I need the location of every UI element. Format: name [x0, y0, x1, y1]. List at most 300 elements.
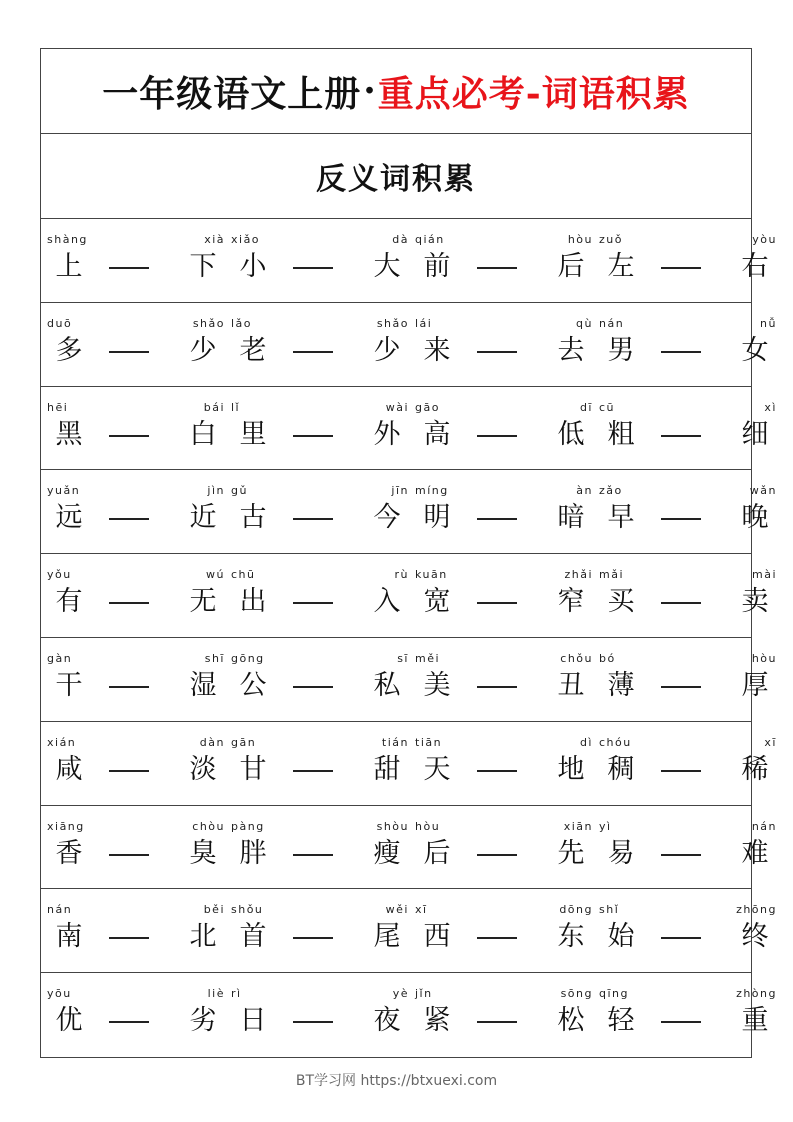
hanzi-character: 黑 [55, 418, 83, 450]
pinyin-label: jīn [391, 484, 409, 498]
hanzi-character: 优 [55, 1005, 83, 1037]
antonym-pair [415, 889, 593, 972]
hanzi-character: 南 [55, 921, 83, 953]
subtitle-row [41, 134, 751, 219]
pinyin-label: sī [397, 651, 409, 665]
antonym-pair [415, 806, 593, 889]
antonym-pair [47, 889, 225, 972]
word-left [599, 889, 643, 972]
hanzi-character: 下 [189, 251, 217, 282]
dash-separator [109, 770, 149, 772]
word-left [47, 554, 91, 637]
antonym-row [41, 387, 777, 471]
word-left [599, 219, 643, 302]
antonym-pair [47, 470, 225, 553]
word-left [231, 470, 275, 553]
pinyin-label: xī [764, 735, 777, 749]
antonym-pair [231, 219, 409, 302]
hanzi-character: 窄 [557, 586, 585, 618]
word-left [231, 303, 275, 386]
pinyin-label: tiān [415, 735, 443, 749]
word-right [549, 387, 593, 470]
word-right [365, 387, 409, 470]
word-right [733, 889, 777, 972]
hanzi-character: 先 [557, 837, 585, 869]
dash-separator [293, 770, 333, 772]
word-right [181, 638, 225, 721]
word-right [549, 889, 593, 972]
hanzi-character: 厚 [741, 669, 769, 701]
word-right [733, 638, 777, 721]
pinyin-label: mǎi [599, 568, 625, 582]
pinyin-label: hòu [415, 819, 441, 833]
hanzi-character: 美 [423, 669, 451, 701]
pinyin-label: shǐ [599, 903, 620, 917]
antonym-pair [599, 722, 777, 805]
antonym-pair [47, 387, 225, 470]
word-left [47, 219, 91, 302]
dash-separator [661, 518, 701, 520]
word-left [231, 889, 275, 972]
antonym-pair [599, 554, 777, 637]
word-left [599, 303, 643, 386]
pinyin-label: hòu [751, 651, 777, 665]
pinyin-label: jǐn [415, 987, 433, 1001]
pinyin-label: gāo [415, 400, 440, 414]
word-left [231, 219, 275, 302]
pinyin-label: zǎo [599, 484, 623, 498]
page-title-red: 重点必考-词语积累 [377, 72, 690, 115]
antonym-pair [415, 554, 593, 637]
antonym-pair [415, 387, 593, 470]
hanzi-character: 细 [741, 418, 769, 450]
pinyin-label: yōu [47, 987, 72, 1001]
pinyin-label: bái [203, 400, 225, 414]
hanzi-character: 去 [557, 334, 585, 366]
hanzi-character: 低 [557, 418, 585, 450]
pinyin-label: nǚ [760, 316, 777, 330]
dash-separator [109, 937, 149, 939]
dash-separator [109, 435, 149, 437]
word-left [415, 470, 459, 553]
footer-watermark: BT学习网 https://btxuexi.com [295, 1073, 498, 1089]
word-left [47, 638, 91, 721]
pinyin-label: shǎo [376, 316, 409, 330]
dash-separator [109, 351, 149, 353]
pinyin-label: xiǎo [231, 233, 261, 246]
pinyin-label: rù [394, 568, 409, 582]
pinyin-label: dàn [199, 735, 225, 749]
pinyin-label: zuǒ [599, 233, 623, 246]
pinyin-label: xì [764, 400, 777, 414]
word-right [733, 303, 777, 386]
dash-separator [477, 267, 517, 269]
antonym-rows [41, 219, 777, 1057]
antonym-pair [415, 973, 593, 1057]
hanzi-character: 甜 [373, 753, 401, 785]
pinyin-label: xià [204, 233, 225, 246]
word-right [181, 806, 225, 889]
word-right [733, 806, 777, 889]
antonym-pair [599, 303, 777, 386]
word-right [181, 554, 225, 637]
word-left [599, 973, 643, 1057]
pinyin-label: wěi [385, 903, 409, 917]
word-left [599, 470, 643, 553]
antonym-pair [231, 889, 409, 972]
dash-separator [661, 770, 701, 772]
antonym-pair [231, 973, 409, 1057]
pinyin-label: cū [599, 400, 616, 414]
antonym-row [41, 554, 777, 638]
pinyin-label: měi [415, 651, 441, 665]
word-right [365, 219, 409, 302]
hanzi-character: 臭 [189, 837, 217, 869]
hanzi-character: 瘦 [373, 837, 401, 869]
word-right [549, 806, 593, 889]
pinyin-label: shòu [376, 819, 409, 833]
pinyin-label: chóu [599, 735, 632, 749]
hanzi-character: 高 [423, 418, 451, 450]
dash-separator [477, 854, 517, 856]
word-left [599, 806, 643, 889]
pinyin-label: gǔ [231, 484, 248, 498]
pinyin-label: xián [47, 735, 77, 749]
hanzi-character: 劣 [189, 1005, 217, 1037]
pinyin-label: hòu [567, 233, 593, 246]
pinyin-label: gàn [47, 651, 73, 665]
word-left [415, 554, 459, 637]
pinyin-label: duō [47, 316, 73, 330]
pinyin-label: chū [231, 568, 256, 582]
title-row [41, 49, 751, 134]
word-right [181, 387, 225, 470]
word-left [415, 387, 459, 470]
word-right [733, 219, 777, 302]
antonym-pair [599, 387, 777, 470]
hanzi-character: 公 [239, 669, 267, 701]
word-right [181, 219, 225, 302]
antonym-row [41, 722, 777, 806]
pinyin-label: yè [392, 987, 409, 1001]
dash-separator [293, 602, 333, 604]
dash-separator [661, 686, 701, 688]
hanzi-character: 无 [189, 586, 217, 618]
hanzi-character: 始 [607, 921, 635, 953]
hanzi-character: 尾 [373, 921, 401, 953]
pinyin-label: yòu [752, 233, 777, 246]
hanzi-character: 地 [557, 753, 585, 785]
pinyin-label: liè [207, 987, 225, 1001]
hanzi-character: 天 [423, 753, 451, 785]
word-left [47, 387, 91, 470]
dash-separator [477, 1021, 517, 1023]
hanzi-character: 右 [741, 251, 769, 282]
word-right [549, 973, 593, 1057]
antonym-pair [599, 806, 777, 889]
antonym-pair [599, 470, 777, 553]
antonym-pair [231, 638, 409, 721]
word-right [733, 470, 777, 553]
pinyin-label: lǐ [231, 400, 241, 414]
hanzi-character: 女 [741, 334, 769, 366]
dash-separator [477, 937, 517, 939]
pinyin-label: jìn [207, 484, 225, 498]
antonym-pair [599, 973, 777, 1057]
dash-separator [661, 854, 701, 856]
word-left [415, 303, 459, 386]
hanzi-character: 出 [239, 586, 267, 618]
antonym-pair [231, 554, 409, 637]
dash-separator [109, 518, 149, 520]
hanzi-character: 暗 [557, 502, 585, 534]
pinyin-label: chòu [192, 819, 225, 833]
antonym-row [41, 303, 777, 387]
pinyin-label: chǒu [560, 651, 593, 665]
hanzi-character: 卖 [741, 586, 769, 618]
word-left [415, 889, 459, 972]
hanzi-character: 北 [189, 921, 217, 953]
dash-separator [293, 351, 333, 353]
word-right [365, 638, 409, 721]
word-left [415, 806, 459, 889]
antonym-pair [415, 638, 593, 721]
pinyin-label: mài [751, 568, 777, 582]
dash-separator [661, 937, 701, 939]
dash-separator [477, 351, 517, 353]
dash-separator [293, 518, 333, 520]
antonym-pair [415, 470, 593, 553]
word-right [365, 554, 409, 637]
title-separator-dot: · [363, 70, 376, 112]
hanzi-character: 易 [607, 837, 635, 869]
dash-separator [109, 686, 149, 688]
antonym-pair [47, 806, 225, 889]
pinyin-label: dì [579, 735, 593, 749]
pinyin-label: shàng [47, 233, 88, 246]
word-left [47, 806, 91, 889]
dash-separator [109, 1021, 149, 1023]
antonym-pair [599, 889, 777, 972]
word-left [47, 470, 91, 553]
hanzi-character: 夜 [373, 1005, 401, 1037]
hanzi-character: 轻 [607, 1005, 635, 1037]
dash-separator [661, 267, 701, 269]
word-left [47, 973, 91, 1057]
antonym-pair [599, 638, 777, 721]
antonym-row [41, 973, 777, 1057]
dash-separator [293, 686, 333, 688]
pinyin-label: nán [47, 903, 73, 917]
word-right [181, 973, 225, 1057]
hanzi-character: 西 [423, 921, 451, 953]
hanzi-character: 胖 [239, 837, 267, 869]
pinyin-label: wài [385, 400, 409, 414]
pinyin-label: xiān [563, 819, 593, 833]
pinyin-label: sōng [560, 987, 593, 1001]
hanzi-character: 明 [423, 502, 451, 534]
page-title-black: 一年级语文上册 [102, 72, 362, 115]
pinyin-label: yuǎn [47, 484, 81, 498]
hanzi-character: 小 [239, 251, 267, 282]
pinyin-label: shī [204, 651, 225, 665]
word-left [231, 973, 275, 1057]
antonym-row [41, 806, 777, 890]
pinyin-label: dī [579, 400, 593, 414]
section-subtitle: 反义词积累 [316, 162, 476, 197]
word-left [231, 806, 275, 889]
word-left [47, 303, 91, 386]
word-right [365, 889, 409, 972]
dash-separator [477, 602, 517, 604]
hanzi-character: 买 [607, 586, 635, 618]
word-right [549, 470, 593, 553]
antonym-pair [47, 554, 225, 637]
hanzi-character: 后 [423, 837, 451, 869]
hanzi-character: 丑 [557, 669, 585, 701]
antonym-pair [47, 722, 225, 805]
word-left [415, 973, 459, 1057]
word-left [599, 387, 643, 470]
pinyin-label: dōng [559, 903, 593, 917]
word-right [549, 219, 593, 302]
word-right [733, 387, 777, 470]
hanzi-character: 终 [741, 921, 769, 953]
pinyin-label: nán [599, 316, 625, 330]
word-right [549, 638, 593, 721]
pinyin-label: wǎn [749, 484, 777, 498]
dash-separator [661, 602, 701, 604]
pinyin-label: míng [415, 484, 449, 498]
hanzi-character: 左 [607, 251, 635, 282]
antonym-pair [231, 470, 409, 553]
antonym-row [41, 219, 777, 303]
dash-separator [477, 770, 517, 772]
hanzi-character: 淡 [189, 753, 217, 785]
word-right [549, 303, 593, 386]
pinyin-label: gān [231, 735, 257, 749]
dash-separator [109, 267, 149, 269]
pinyin-label: lái [415, 316, 433, 330]
antonym-pair [415, 303, 593, 386]
dash-separator [109, 854, 149, 856]
hanzi-character: 重 [741, 1005, 769, 1037]
antonym-row [41, 470, 777, 554]
hanzi-character: 薄 [607, 669, 635, 701]
hanzi-character: 香 [55, 837, 83, 869]
word-left [415, 219, 459, 302]
hanzi-character: 稀 [741, 753, 769, 785]
pinyin-label: wú [206, 568, 225, 582]
pinyin-label: qù [576, 316, 593, 330]
hanzi-character: 近 [189, 502, 217, 534]
word-left [415, 722, 459, 805]
dash-separator [661, 351, 701, 353]
hanzi-character: 粗 [607, 418, 635, 450]
hanzi-character: 入 [373, 586, 401, 618]
hanzi-character: 男 [607, 334, 635, 366]
word-right [181, 470, 225, 553]
hanzi-character: 私 [373, 669, 401, 701]
antonym-pair [231, 806, 409, 889]
worksheet-table [40, 48, 777, 1058]
hanzi-character: 上 [55, 251, 83, 282]
pinyin-label: xiāng [47, 819, 85, 833]
word-right [733, 554, 777, 637]
word-right [733, 722, 777, 805]
dash-separator [293, 267, 333, 269]
hanzi-character: 里 [239, 418, 267, 450]
word-left [231, 722, 275, 805]
hanzi-character: 湿 [189, 669, 217, 701]
pinyin-label: tián [381, 735, 409, 749]
word-left [599, 722, 643, 805]
hanzi-character: 咸 [55, 753, 83, 785]
hanzi-character: 难 [741, 837, 769, 869]
pinyin-label: kuān [415, 568, 448, 582]
dash-separator [293, 1021, 333, 1023]
pinyin-label: àn [576, 484, 593, 498]
pinyin-label: zhōng [736, 903, 777, 917]
dash-separator [661, 1021, 701, 1023]
pinyin-label: yǒu [47, 568, 72, 582]
hanzi-character: 老 [239, 334, 267, 366]
dash-separator [293, 854, 333, 856]
dash-separator [477, 435, 517, 437]
antonym-pair [415, 219, 593, 302]
hanzi-character: 少 [373, 334, 401, 366]
pinyin-label: qián [415, 233, 445, 246]
hanzi-character: 前 [423, 251, 451, 282]
pinyin-label: xī [415, 903, 428, 917]
antonym-pair [231, 303, 409, 386]
antonym-pair [47, 973, 225, 1057]
antonym-pair [47, 638, 225, 721]
pinyin-label: shǎo [192, 316, 225, 330]
antonym-row [41, 638, 777, 722]
hanzi-character: 远 [55, 502, 83, 534]
pinyin-label: rì [231, 987, 242, 1001]
dash-separator [293, 937, 333, 939]
hanzi-character: 早 [607, 502, 635, 534]
pinyin-label: pàng [231, 819, 265, 833]
word-right [181, 722, 225, 805]
pinyin-label: gōng [231, 651, 265, 665]
word-right [549, 554, 593, 637]
hanzi-character: 今 [373, 502, 401, 534]
hanzi-character: 外 [373, 418, 401, 450]
hanzi-character: 古 [239, 502, 267, 534]
pinyin-label: zhòng [736, 987, 777, 1001]
hanzi-character: 甘 [239, 753, 267, 785]
word-right [549, 722, 593, 805]
pinyin-label: bó [599, 651, 616, 665]
pinyin-label: lǎo [231, 316, 253, 330]
hanzi-character: 宽 [423, 586, 451, 618]
word-right [365, 806, 409, 889]
hanzi-character: 首 [239, 921, 267, 953]
dash-separator [661, 435, 701, 437]
hanzi-character: 东 [557, 921, 585, 953]
pinyin-label: dà [392, 233, 409, 246]
antonym-pair [599, 219, 777, 302]
hanzi-character: 紧 [423, 1005, 451, 1037]
pinyin-label: qīng [599, 987, 629, 1001]
word-left [231, 554, 275, 637]
pinyin-label: nán [751, 819, 777, 833]
hanzi-character: 晚 [741, 502, 769, 534]
antonym-pair [47, 219, 225, 302]
